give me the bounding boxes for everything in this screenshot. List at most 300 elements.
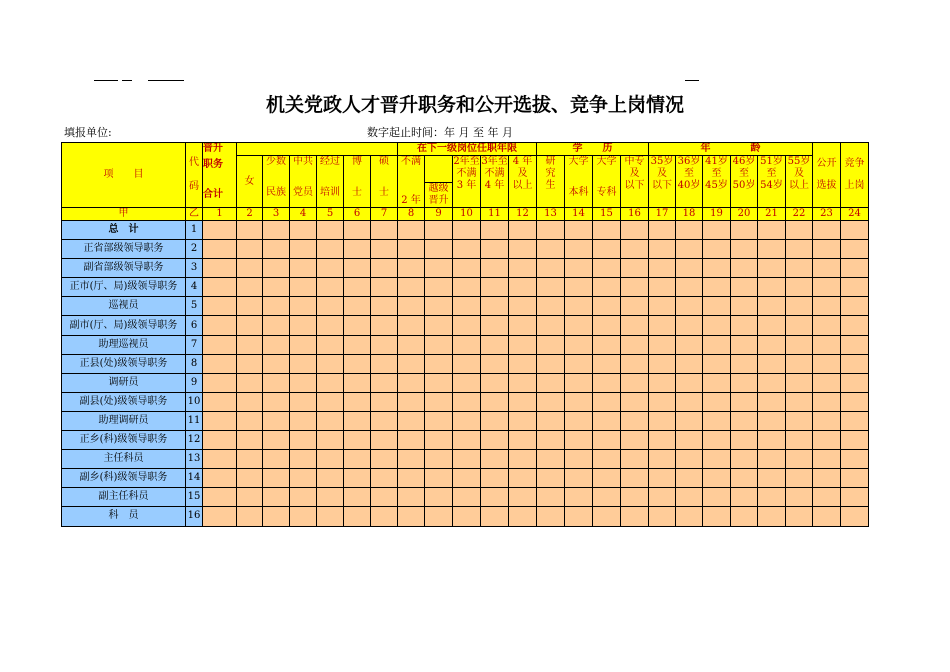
data-cell[interactable] — [398, 278, 425, 297]
data-cell[interactable] — [344, 450, 371, 469]
data-cell[interactable] — [398, 240, 425, 259]
data-cell[interactable] — [813, 316, 841, 335]
data-cell[interactable] — [398, 373, 425, 392]
data-cell[interactable] — [398, 297, 425, 316]
data-cell[interactable] — [841, 240, 869, 259]
data-cell[interactable] — [203, 335, 237, 354]
data-cell[interactable] — [344, 259, 371, 278]
data-cell[interactable] — [593, 259, 621, 278]
data-cell[interactable] — [621, 278, 649, 297]
data-cell[interactable] — [344, 507, 371, 526]
data-cell[interactable] — [317, 278, 344, 297]
data-cell[interactable] — [263, 221, 290, 240]
data-cell[interactable] — [481, 450, 509, 469]
data-cell[interactable] — [841, 221, 869, 240]
data-cell[interactable] — [203, 297, 237, 316]
data-cell[interactable] — [537, 316, 565, 335]
data-cell[interactable] — [649, 411, 676, 430]
data-cell[interactable] — [731, 316, 758, 335]
data-cell[interactable] — [453, 316, 481, 335]
data-cell[interactable] — [425, 221, 453, 240]
data-cell[interactable] — [565, 259, 593, 278]
data-cell[interactable] — [344, 431, 371, 450]
data-cell[interactable] — [371, 431, 398, 450]
data-cell[interactable] — [621, 297, 649, 316]
data-cell[interactable] — [371, 259, 398, 278]
data-cell[interactable] — [344, 297, 371, 316]
data-cell[interactable] — [290, 373, 317, 392]
data-cell[interactable] — [703, 335, 731, 354]
data-cell[interactable] — [481, 240, 509, 259]
data-cell[interactable] — [537, 507, 565, 526]
data-cell[interactable] — [676, 469, 703, 488]
data-cell[interactable] — [398, 392, 425, 411]
data-cell[interactable] — [565, 335, 593, 354]
data-cell[interactable] — [758, 373, 786, 392]
data-cell[interactable] — [593, 392, 621, 411]
data-cell[interactable] — [290, 488, 317, 507]
data-cell[interactable] — [593, 278, 621, 297]
data-cell[interactable] — [453, 240, 481, 259]
data-cell[interactable] — [676, 297, 703, 316]
data-cell[interactable] — [676, 373, 703, 392]
data-cell[interactable] — [537, 431, 565, 450]
data-cell[interactable] — [317, 392, 344, 411]
data-cell[interactable] — [509, 297, 537, 316]
data-cell[interactable] — [317, 297, 344, 316]
data-cell[interactable] — [509, 411, 537, 430]
data-cell[interactable] — [676, 335, 703, 354]
data-cell[interactable] — [731, 373, 758, 392]
data-cell[interactable] — [344, 392, 371, 411]
data-cell[interactable] — [509, 259, 537, 278]
data-cell[interactable] — [203, 507, 237, 526]
data-cell[interactable] — [565, 488, 593, 507]
data-cell[interactable] — [593, 507, 621, 526]
data-cell[interactable] — [731, 450, 758, 469]
data-cell[interactable] — [537, 278, 565, 297]
data-cell[interactable] — [758, 392, 786, 411]
data-cell[interactable] — [786, 431, 813, 450]
data-cell[interactable] — [621, 316, 649, 335]
data-cell[interactable] — [565, 431, 593, 450]
data-cell[interactable] — [593, 488, 621, 507]
data-cell[interactable] — [593, 316, 621, 335]
data-cell[interactable] — [317, 373, 344, 392]
data-cell[interactable] — [703, 373, 731, 392]
data-cell[interactable] — [263, 373, 290, 392]
data-cell[interactable] — [509, 354, 537, 373]
data-cell[interactable] — [649, 240, 676, 259]
data-cell[interactable] — [481, 431, 509, 450]
data-cell[interactable] — [703, 431, 731, 450]
data-cell[interactable] — [344, 335, 371, 354]
data-cell[interactable] — [676, 259, 703, 278]
data-cell[interactable] — [237, 259, 263, 278]
data-cell[interactable] — [537, 221, 565, 240]
data-cell[interactable] — [425, 488, 453, 507]
data-cell[interactable] — [237, 450, 263, 469]
data-cell[interactable] — [703, 411, 731, 430]
data-cell[interactable] — [841, 297, 869, 316]
data-cell[interactable] — [676, 392, 703, 411]
data-cell[interactable] — [371, 316, 398, 335]
data-cell[interactable] — [841, 469, 869, 488]
data-cell[interactable] — [676, 240, 703, 259]
data-cell[interactable] — [703, 450, 731, 469]
data-cell[interactable] — [203, 354, 237, 373]
data-cell[interactable] — [263, 259, 290, 278]
data-cell[interactable] — [703, 469, 731, 488]
data-cell[interactable] — [731, 469, 758, 488]
data-cell[interactable] — [203, 469, 237, 488]
data-cell[interactable] — [565, 278, 593, 297]
data-cell[interactable] — [481, 373, 509, 392]
data-cell[interactable] — [344, 488, 371, 507]
data-cell[interactable] — [203, 240, 237, 259]
data-cell[interactable] — [621, 488, 649, 507]
data-cell[interactable] — [453, 392, 481, 411]
data-cell[interactable] — [237, 221, 263, 240]
data-cell[interactable] — [398, 335, 425, 354]
data-cell[interactable] — [841, 354, 869, 373]
data-cell[interactable] — [317, 316, 344, 335]
data-cell[interactable] — [453, 297, 481, 316]
data-cell[interactable] — [841, 507, 869, 526]
data-cell[interactable] — [786, 469, 813, 488]
data-cell[interactable] — [758, 316, 786, 335]
data-cell[interactable] — [237, 278, 263, 297]
data-cell[interactable] — [425, 259, 453, 278]
data-cell[interactable] — [731, 278, 758, 297]
data-cell[interactable] — [317, 259, 344, 278]
data-cell[interactable] — [509, 392, 537, 411]
data-cell[interactable] — [703, 316, 731, 335]
data-cell[interactable] — [398, 507, 425, 526]
data-cell[interactable] — [649, 297, 676, 316]
data-cell[interactable] — [731, 221, 758, 240]
data-cell[interactable] — [649, 507, 676, 526]
data-cell[interactable] — [317, 354, 344, 373]
data-cell[interactable] — [649, 488, 676, 507]
data-cell[interactable] — [649, 335, 676, 354]
data-cell[interactable] — [758, 259, 786, 278]
data-cell[interactable] — [237, 469, 263, 488]
data-cell[interactable] — [203, 450, 237, 469]
data-cell[interactable] — [425, 411, 453, 430]
data-cell[interactable] — [758, 297, 786, 316]
data-cell[interactable] — [317, 450, 344, 469]
data-cell[interactable] — [398, 411, 425, 430]
data-cell[interactable] — [290, 411, 317, 430]
data-cell[interactable] — [758, 450, 786, 469]
data-cell[interactable] — [676, 431, 703, 450]
data-cell[interactable] — [453, 259, 481, 278]
data-cell[interactable] — [317, 221, 344, 240]
data-cell[interactable] — [317, 488, 344, 507]
data-cell[interactable] — [398, 431, 425, 450]
data-cell[interactable] — [786, 450, 813, 469]
data-cell[interactable] — [621, 240, 649, 259]
data-cell[interactable] — [344, 469, 371, 488]
data-cell[interactable] — [371, 221, 398, 240]
data-cell[interactable] — [621, 259, 649, 278]
data-cell[interactable] — [703, 392, 731, 411]
data-cell[interactable] — [237, 411, 263, 430]
data-cell[interactable] — [537, 450, 565, 469]
data-cell[interactable] — [537, 297, 565, 316]
data-cell[interactable] — [841, 488, 869, 507]
data-cell[interactable] — [290, 335, 317, 354]
data-cell[interactable] — [676, 450, 703, 469]
data-cell[interactable] — [317, 335, 344, 354]
data-cell[interactable] — [731, 297, 758, 316]
data-cell[interactable] — [398, 221, 425, 240]
data-cell[interactable] — [263, 335, 290, 354]
data-cell[interactable] — [203, 411, 237, 430]
data-cell[interactable] — [841, 259, 869, 278]
data-cell[interactable] — [453, 411, 481, 430]
data-cell[interactable] — [758, 507, 786, 526]
data-cell[interactable] — [398, 469, 425, 488]
data-cell[interactable] — [786, 373, 813, 392]
data-cell[interactable] — [290, 392, 317, 411]
data-cell[interactable] — [203, 278, 237, 297]
data-cell[interactable] — [731, 488, 758, 507]
data-cell[interactable] — [317, 507, 344, 526]
data-cell[interactable] — [481, 488, 509, 507]
data-cell[interactable] — [290, 221, 317, 240]
data-cell[interactable] — [371, 450, 398, 469]
data-cell[interactable] — [565, 316, 593, 335]
data-cell[interactable] — [593, 354, 621, 373]
data-cell[interactable] — [537, 240, 565, 259]
data-cell[interactable] — [813, 411, 841, 430]
data-cell[interactable] — [786, 354, 813, 373]
data-cell[interactable] — [425, 507, 453, 526]
data-cell[interactable] — [703, 507, 731, 526]
data-cell[interactable] — [649, 431, 676, 450]
data-cell[interactable] — [703, 354, 731, 373]
data-cell[interactable] — [786, 259, 813, 278]
data-cell[interactable] — [344, 278, 371, 297]
data-cell[interactable] — [371, 373, 398, 392]
data-cell[interactable] — [703, 240, 731, 259]
data-cell[interactable] — [203, 431, 237, 450]
data-cell[interactable] — [813, 373, 841, 392]
data-cell[interactable] — [731, 431, 758, 450]
data-cell[interactable] — [290, 431, 317, 450]
data-cell[interactable] — [621, 373, 649, 392]
data-cell[interactable] — [537, 392, 565, 411]
data-cell[interactable] — [425, 450, 453, 469]
data-cell[interactable] — [263, 469, 290, 488]
data-cell[interactable] — [481, 316, 509, 335]
data-cell[interactable] — [786, 335, 813, 354]
data-cell[interactable] — [371, 354, 398, 373]
data-cell[interactable] — [453, 488, 481, 507]
data-cell[interactable] — [453, 278, 481, 297]
data-cell[interactable] — [813, 297, 841, 316]
data-cell[interactable] — [237, 335, 263, 354]
data-cell[interactable] — [813, 259, 841, 278]
data-cell[interactable] — [371, 278, 398, 297]
data-cell[interactable] — [786, 488, 813, 507]
data-cell[interactable] — [649, 354, 676, 373]
data-cell[interactable] — [263, 450, 290, 469]
data-cell[interactable] — [481, 278, 509, 297]
data-cell[interactable] — [565, 354, 593, 373]
data-cell[interactable] — [565, 297, 593, 316]
data-cell[interactable] — [371, 240, 398, 259]
data-cell[interactable] — [841, 450, 869, 469]
data-cell[interactable] — [344, 221, 371, 240]
data-cell[interactable] — [537, 411, 565, 430]
data-cell[interactable] — [453, 507, 481, 526]
data-cell[interactable] — [509, 240, 537, 259]
data-cell[interactable] — [621, 450, 649, 469]
data-cell[interactable] — [237, 431, 263, 450]
data-cell[interactable] — [565, 469, 593, 488]
data-cell[interactable] — [425, 240, 453, 259]
data-cell[interactable] — [290, 297, 317, 316]
data-cell[interactable] — [453, 335, 481, 354]
data-cell[interactable] — [758, 221, 786, 240]
data-cell[interactable] — [649, 450, 676, 469]
data-cell[interactable] — [481, 392, 509, 411]
data-cell[interactable] — [263, 240, 290, 259]
data-cell[interactable] — [731, 259, 758, 278]
data-cell[interactable] — [237, 240, 263, 259]
data-cell[interactable] — [593, 431, 621, 450]
data-cell[interactable] — [649, 392, 676, 411]
data-cell[interactable] — [509, 316, 537, 335]
data-cell[interactable] — [481, 469, 509, 488]
data-cell[interactable] — [537, 259, 565, 278]
data-cell[interactable] — [263, 431, 290, 450]
data-cell[interactable] — [786, 411, 813, 430]
data-cell[interactable] — [425, 431, 453, 450]
data-cell[interactable] — [593, 335, 621, 354]
data-cell[interactable] — [565, 240, 593, 259]
data-cell[interactable] — [344, 316, 371, 335]
data-cell[interactable] — [593, 240, 621, 259]
data-cell[interactable] — [237, 354, 263, 373]
data-cell[interactable] — [537, 373, 565, 392]
data-cell[interactable] — [841, 373, 869, 392]
data-cell[interactable] — [703, 278, 731, 297]
data-cell[interactable] — [453, 450, 481, 469]
data-cell[interactable] — [593, 411, 621, 430]
data-cell[interactable] — [593, 373, 621, 392]
data-cell[interactable] — [786, 392, 813, 411]
data-cell[interactable] — [317, 431, 344, 450]
data-cell[interactable] — [649, 316, 676, 335]
data-cell[interactable] — [758, 278, 786, 297]
data-cell[interactable] — [344, 411, 371, 430]
data-cell[interactable] — [786, 297, 813, 316]
data-cell[interactable] — [237, 316, 263, 335]
data-cell[interactable] — [509, 488, 537, 507]
data-cell[interactable] — [425, 297, 453, 316]
data-cell[interactable] — [290, 469, 317, 488]
data-cell[interactable] — [425, 392, 453, 411]
data-cell[interactable] — [453, 354, 481, 373]
data-cell[interactable] — [813, 507, 841, 526]
data-cell[interactable] — [263, 297, 290, 316]
data-cell[interactable] — [203, 392, 237, 411]
data-cell[interactable] — [263, 278, 290, 297]
data-cell[interactable] — [537, 488, 565, 507]
data-cell[interactable] — [371, 507, 398, 526]
data-cell[interactable] — [703, 488, 731, 507]
data-cell[interactable] — [509, 278, 537, 297]
data-cell[interactable] — [398, 354, 425, 373]
data-cell[interactable] — [676, 278, 703, 297]
data-cell[interactable] — [703, 259, 731, 278]
data-cell[interactable] — [290, 240, 317, 259]
data-cell[interactable] — [290, 354, 317, 373]
data-cell[interactable] — [731, 335, 758, 354]
data-cell[interactable] — [593, 450, 621, 469]
data-cell[interactable] — [509, 469, 537, 488]
data-cell[interactable] — [841, 335, 869, 354]
data-cell[interactable] — [453, 469, 481, 488]
data-cell[interactable] — [731, 392, 758, 411]
data-cell[interactable] — [537, 354, 565, 373]
data-cell[interactable] — [841, 411, 869, 430]
data-cell[interactable] — [398, 488, 425, 507]
data-cell[interactable] — [758, 240, 786, 259]
data-cell[interactable] — [758, 335, 786, 354]
data-cell[interactable] — [481, 221, 509, 240]
data-cell[interactable] — [786, 221, 813, 240]
data-cell[interactable] — [813, 221, 841, 240]
data-cell[interactable] — [203, 221, 237, 240]
data-cell[interactable] — [565, 507, 593, 526]
data-cell[interactable] — [290, 278, 317, 297]
data-cell[interactable] — [621, 221, 649, 240]
data-cell[interactable] — [237, 488, 263, 507]
data-cell[interactable] — [703, 221, 731, 240]
data-cell[interactable] — [758, 411, 786, 430]
data-cell[interactable] — [509, 373, 537, 392]
data-cell[interactable] — [203, 488, 237, 507]
data-cell[interactable] — [344, 354, 371, 373]
data-cell[interactable] — [425, 354, 453, 373]
data-cell[interactable] — [371, 392, 398, 411]
data-cell[interactable] — [758, 354, 786, 373]
data-cell[interactable] — [565, 221, 593, 240]
data-cell[interactable] — [786, 507, 813, 526]
data-cell[interactable] — [371, 488, 398, 507]
data-cell[interactable] — [290, 316, 317, 335]
data-cell[interactable] — [344, 240, 371, 259]
data-cell[interactable] — [676, 354, 703, 373]
data-cell[interactable] — [509, 507, 537, 526]
data-cell[interactable] — [509, 221, 537, 240]
data-cell[interactable] — [786, 316, 813, 335]
data-cell[interactable] — [371, 411, 398, 430]
data-cell[interactable] — [649, 278, 676, 297]
data-cell[interactable] — [676, 316, 703, 335]
data-cell[interactable] — [621, 431, 649, 450]
data-cell[interactable] — [565, 373, 593, 392]
data-cell[interactable] — [263, 392, 290, 411]
data-cell[interactable] — [290, 507, 317, 526]
data-cell[interactable] — [565, 411, 593, 430]
data-cell[interactable] — [649, 469, 676, 488]
